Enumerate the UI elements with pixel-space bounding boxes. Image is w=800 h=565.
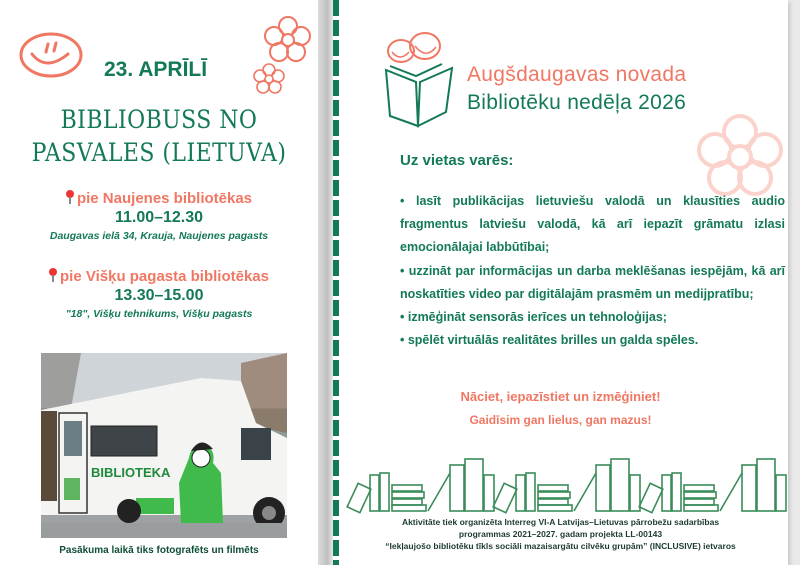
- smiley-icon: [18, 30, 84, 80]
- location-time: 11.00–12.30: [114, 209, 204, 226]
- event-date: 23. APRĪLĪ: [104, 58, 208, 81]
- location-address: "18", Višķu tehnikums, Višķu pagasts: [65, 308, 253, 320]
- bookshelf-illustration-icon: [350, 445, 790, 513]
- call-to-action: Nāciet, iepazīstiet un izmēģiniet!: [460, 389, 661, 404]
- bibliobus-photo: [41, 353, 287, 538]
- activity-item: • uzzināt par informācijas un darba meklēšanas iespējām, kā arī noskatīties video par digitālajām prasmēm un medijpratību;: [400, 263, 785, 301]
- van-label: BIBLIOTEKA: [91, 465, 171, 480]
- location-visku: pie Višķu pagasta bibliotēkas 13.30–15.00 "18", Višķu tehnikums, Višķu pagasts: [0, 268, 318, 320]
- welcome-message: Gaidīsim gan lielus, gan mazus!: [469, 413, 652, 427]
- location-naujene: pie Naujenes bibliotēkas 11.00–12.30 Daugavas ielā 34, Krauja, Naujenes pagasts: [0, 190, 318, 242]
- location-address: Daugavas ielā 34, Krauja, Naujenes pagasts: [49, 230, 269, 242]
- book-readers-logo-icon: [382, 32, 462, 128]
- pin-icon: [49, 268, 57, 282]
- page-divider: [333, 0, 339, 565]
- activity-item: • izmēģināt sensorās ierīces un tehnoloģijas;: [400, 310, 667, 325]
- project-footer: Aktivitāte tiek organizēta Interreg VI-A Latvijas–Lietuvas pārrobežu sadarbības programmas 2021–2027. gadam projekta LL-00143 “Iekļaujošo bibliotēku tīkls sociāli mazaisargātu cilvēku grupām” (INCLUSIVE) ietvaros: [385, 517, 736, 551]
- big-flower-icon: [695, 112, 785, 202]
- event-logo-title: Augšdaugavas novada Bibliotēku nedēļa 2026: [467, 63, 687, 114]
- event-title: BIBLIOBUSS NO PASVALES (LIETUVA): [31, 105, 287, 167]
- page-fold-shadow: [318, 0, 334, 565]
- activity-item: • spēlēt virtuālās realitātes brilles un galda spēles.: [400, 333, 699, 348]
- activities-list: [400, 190, 785, 352]
- small-flower-icon: [253, 63, 285, 95]
- activities-heading: Uz vietas varēs:: [400, 152, 514, 169]
- activity-item: • lasīt publikācijas lietuviešu valodā un klausīties audio fragmentus latviešu valodā, kā arī iepazīt grāmatu izlasi emocionālajai labbūtībai;: [400, 194, 785, 255]
- photo-caption: Pasākuma laikā tiks fotografēts un filmēts: [59, 545, 259, 556]
- left-page: [0, 0, 318, 565]
- pin-icon: [66, 190, 74, 204]
- location-time: 13.30–15.00: [114, 287, 204, 304]
- flower-icon: [262, 14, 314, 66]
